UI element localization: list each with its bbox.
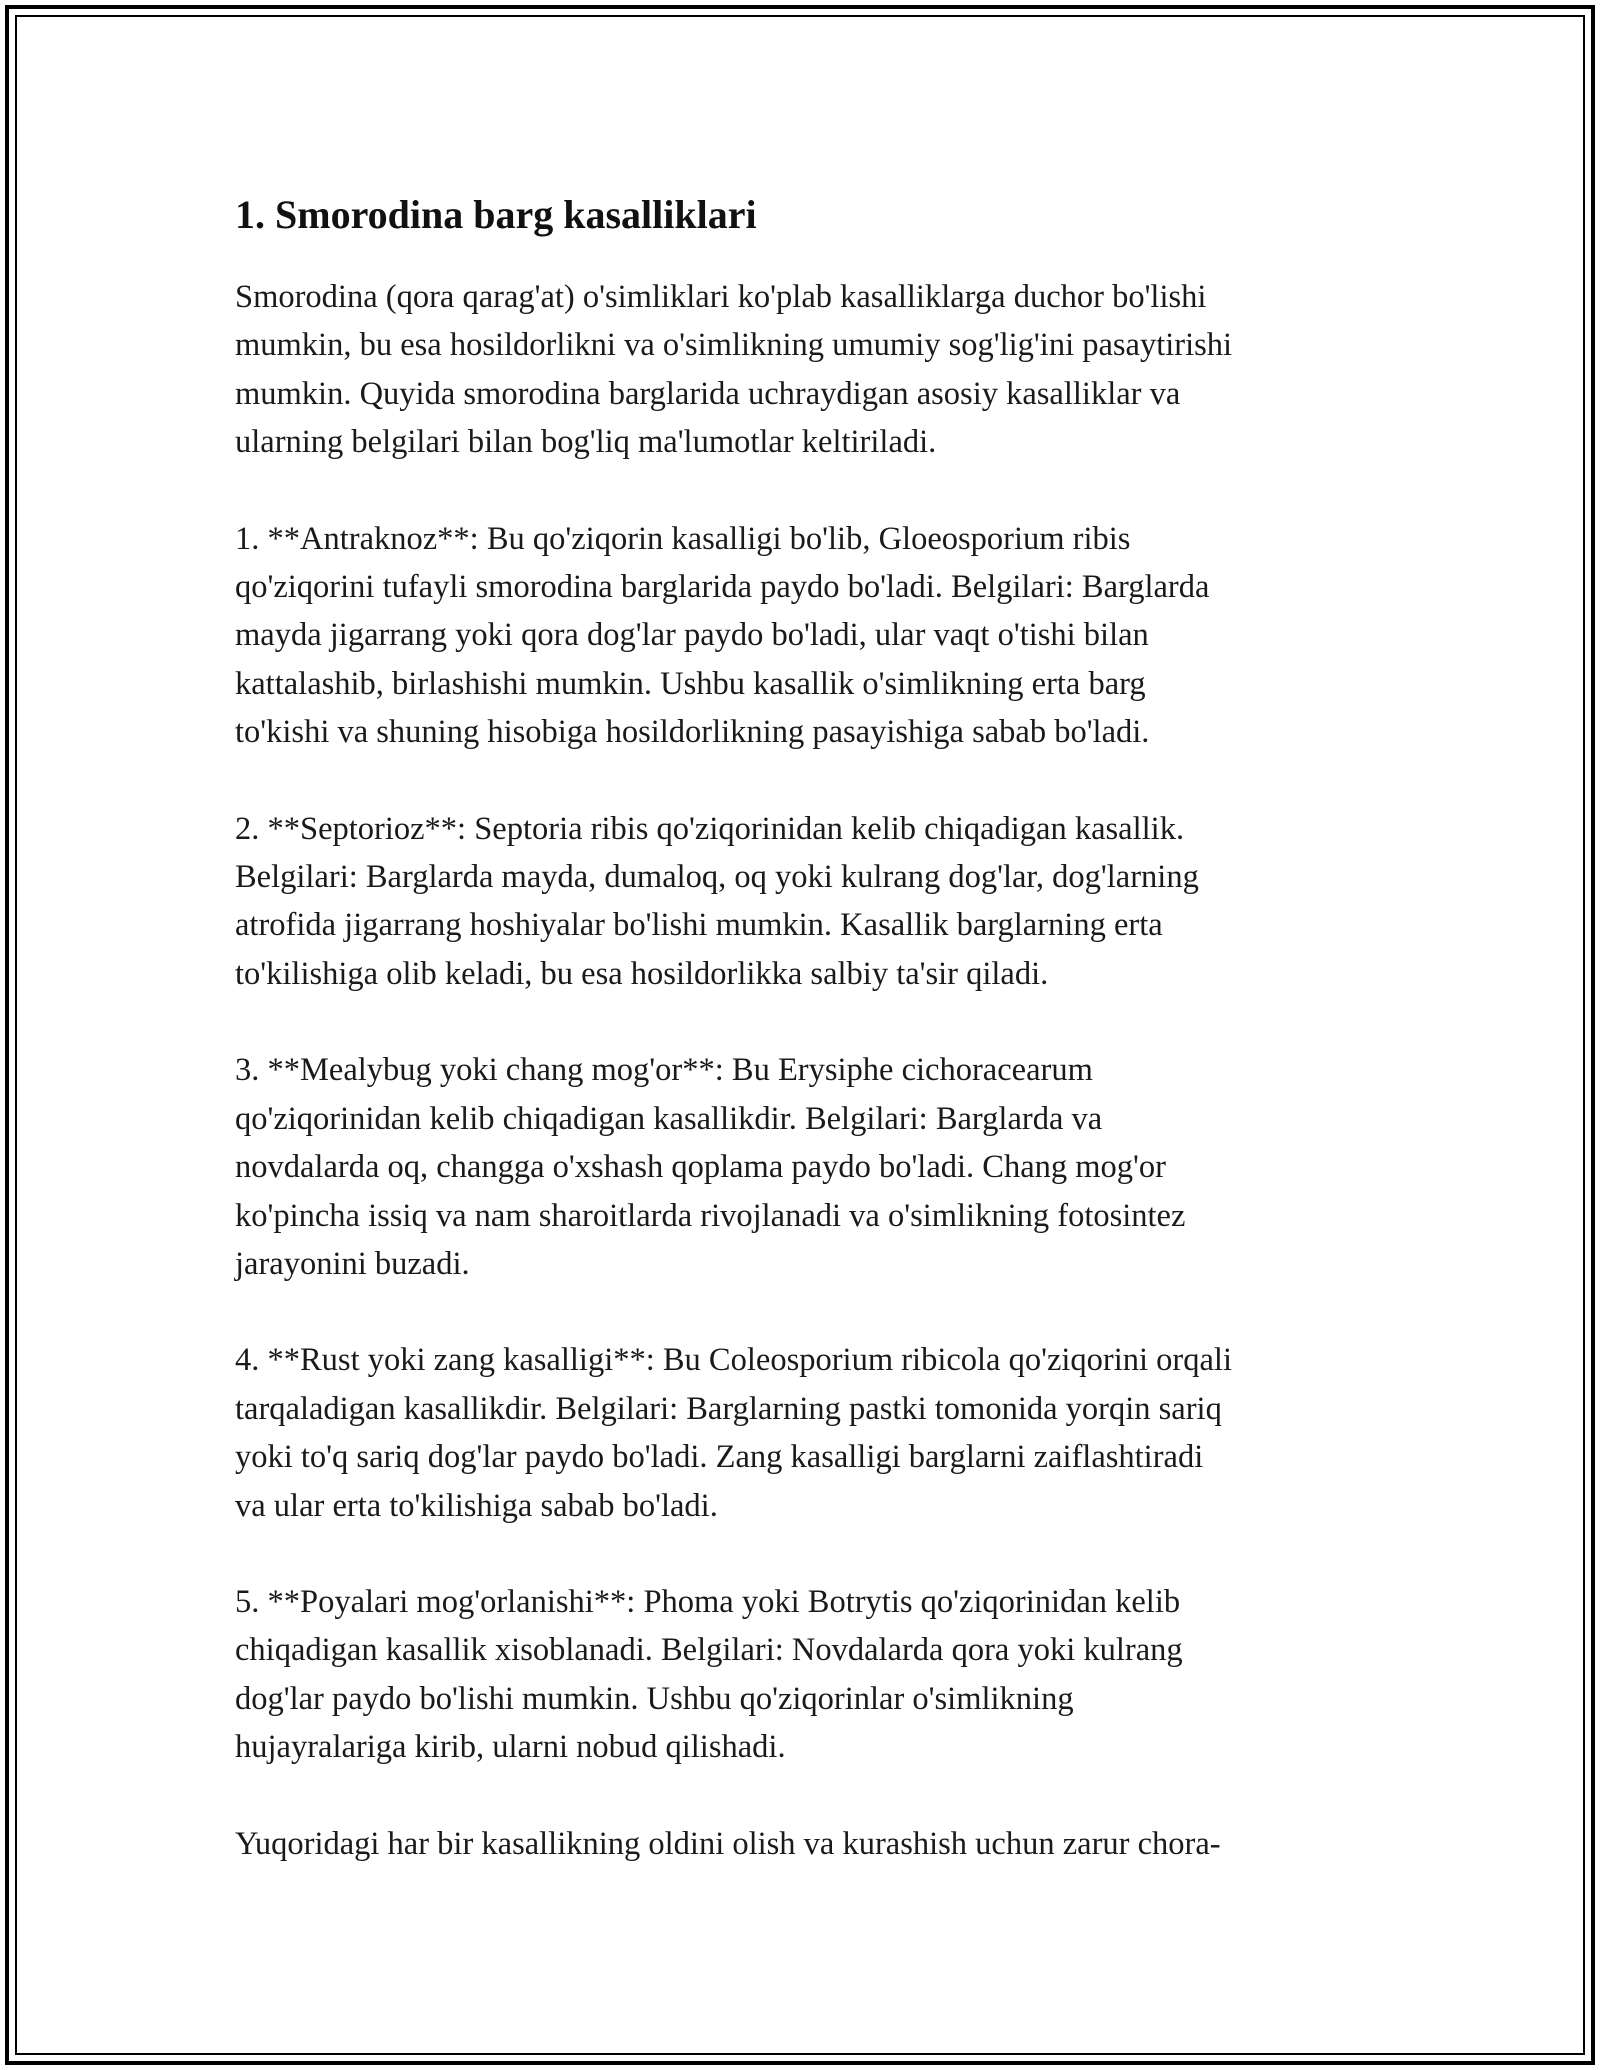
paragraph [235,515,1375,757]
text-line: chiqadigan kasallik xisoblanadi. Belgilari: Novdalarda qora yoki kulrang [235,1632,1183,1669]
text-line: yoki to'q sariq dog'lar paydo bo'ladi. Zang kasalligi barglarni zaiflashtiradi [235,1439,1204,1476]
text-line: jarayonini buzadi. [235,1245,470,1282]
text-line: qo'ziqorinidan kelib chiqadigan kasallikdir. Belgilari: Barglarda va [235,1100,1103,1137]
text-line: hujayralariga kirib, ularni nobud qilishadi. [235,1729,786,1766]
text-line: ko'pincha issiq va nam sharoitlarda rivojlanadi va o'simlikning fotosintez [235,1197,1186,1234]
paragraph [235,1046,1375,1288]
text-line: atrofida jigarrang hoshiyalar bo'lishi mumkin. Kasallik barglarning erta [235,907,1163,944]
text-line: novdalarda oq, changga o'xshash qoplama paydo bo'ladi. Chang mog'or [235,1149,1166,1186]
text-line: 5. **Poyalari mog'orlanishi**: Phoma yoki Botrytis qo'ziqorinidan kelib [235,1583,1181,1620]
text-line: to'kishi va shuning hisobiga hosildorlikning pasayishiga sabab bo'ladi. [235,714,1150,751]
paragraph [235,805,1375,999]
text-line: 4. **Rust yoki zang kasalligi**: Bu Coleosporium ribicola qo'ziqorini orqali [235,1342,1232,1379]
paragraph [235,1336,1375,1530]
text-line: qo'ziqorini tufayli smorodina barglarida paydo bo'ladi. Belgilari: Barglarda [235,569,1210,606]
text-line: mumkin. Quyida smorodina barglarida uchraydigan asosiy kasalliklar va [235,375,1181,412]
text-line: Yuqoridagi har bir kasallikning oldini olish va kurashish uchun zarur chora- [235,1825,1221,1862]
text-line: kattalashib, birlashishi mumkin. Ushbu kasallik o'simlikning erta barg [235,665,1146,702]
text-line: mumkin, bu esa hosildorlikni va o'simlikning umumiy sog'lig'ini pasaytirishi [235,327,1233,364]
text-line: 1. **Antraknoz**: Bu qo'ziqorin kasalligi bo'lib, Gloeosporium ribis [235,520,1131,557]
paragraph-list [235,273,1375,1868]
text-line: mayda jigarrang yoki qora dog'lar paydo bo'ladi, ular vaqt o'tishi bilan [235,617,1149,654]
text-line: to'kilishiga olib keladi, bu esa hosildorlikka salbiy ta'sir qiladi. [235,955,1049,992]
paragraph [235,1578,1375,1772]
text-line: dog'lar paydo bo'lishi mumkin. Ushbu qo'ziqorinlar o'simlikning [235,1680,1074,1717]
text-line: Smorodina (qora qarag'at) o'simliklari ko'plab kasalliklarga duchor bo'lishi [235,279,1207,315]
text-line: 2. **Septorioz**: Septoria ribis qo'ziqorinidan kelib chiqadigan kasallik. [235,810,1185,847]
paragraph [235,273,1375,467]
text-line: Belgilari: Barglarda mayda, dumaloq, oq yoki kulrang dog'lar, dog'larning [235,859,1199,896]
text-line: va ular erta to'kilishiga sabab bo'ladi. [235,1487,718,1524]
document-title: 1. Smorodina barg kasalliklari [235,192,757,237]
document-body [235,185,1375,1916]
paragraph [235,1820,1375,1868]
text-line: tarqaladigan kasallikdir. Belgilari: Barglarning pastki tomonida yorqin sariq [235,1390,1222,1427]
text-line: ularning belgilari bilan bog'liq ma'lumotlar keltiriladi. [235,424,937,461]
text-line: 3. **Mealybug yoki chang mog'or**: Bu Erysiphe cichoracearum [235,1052,1093,1089]
